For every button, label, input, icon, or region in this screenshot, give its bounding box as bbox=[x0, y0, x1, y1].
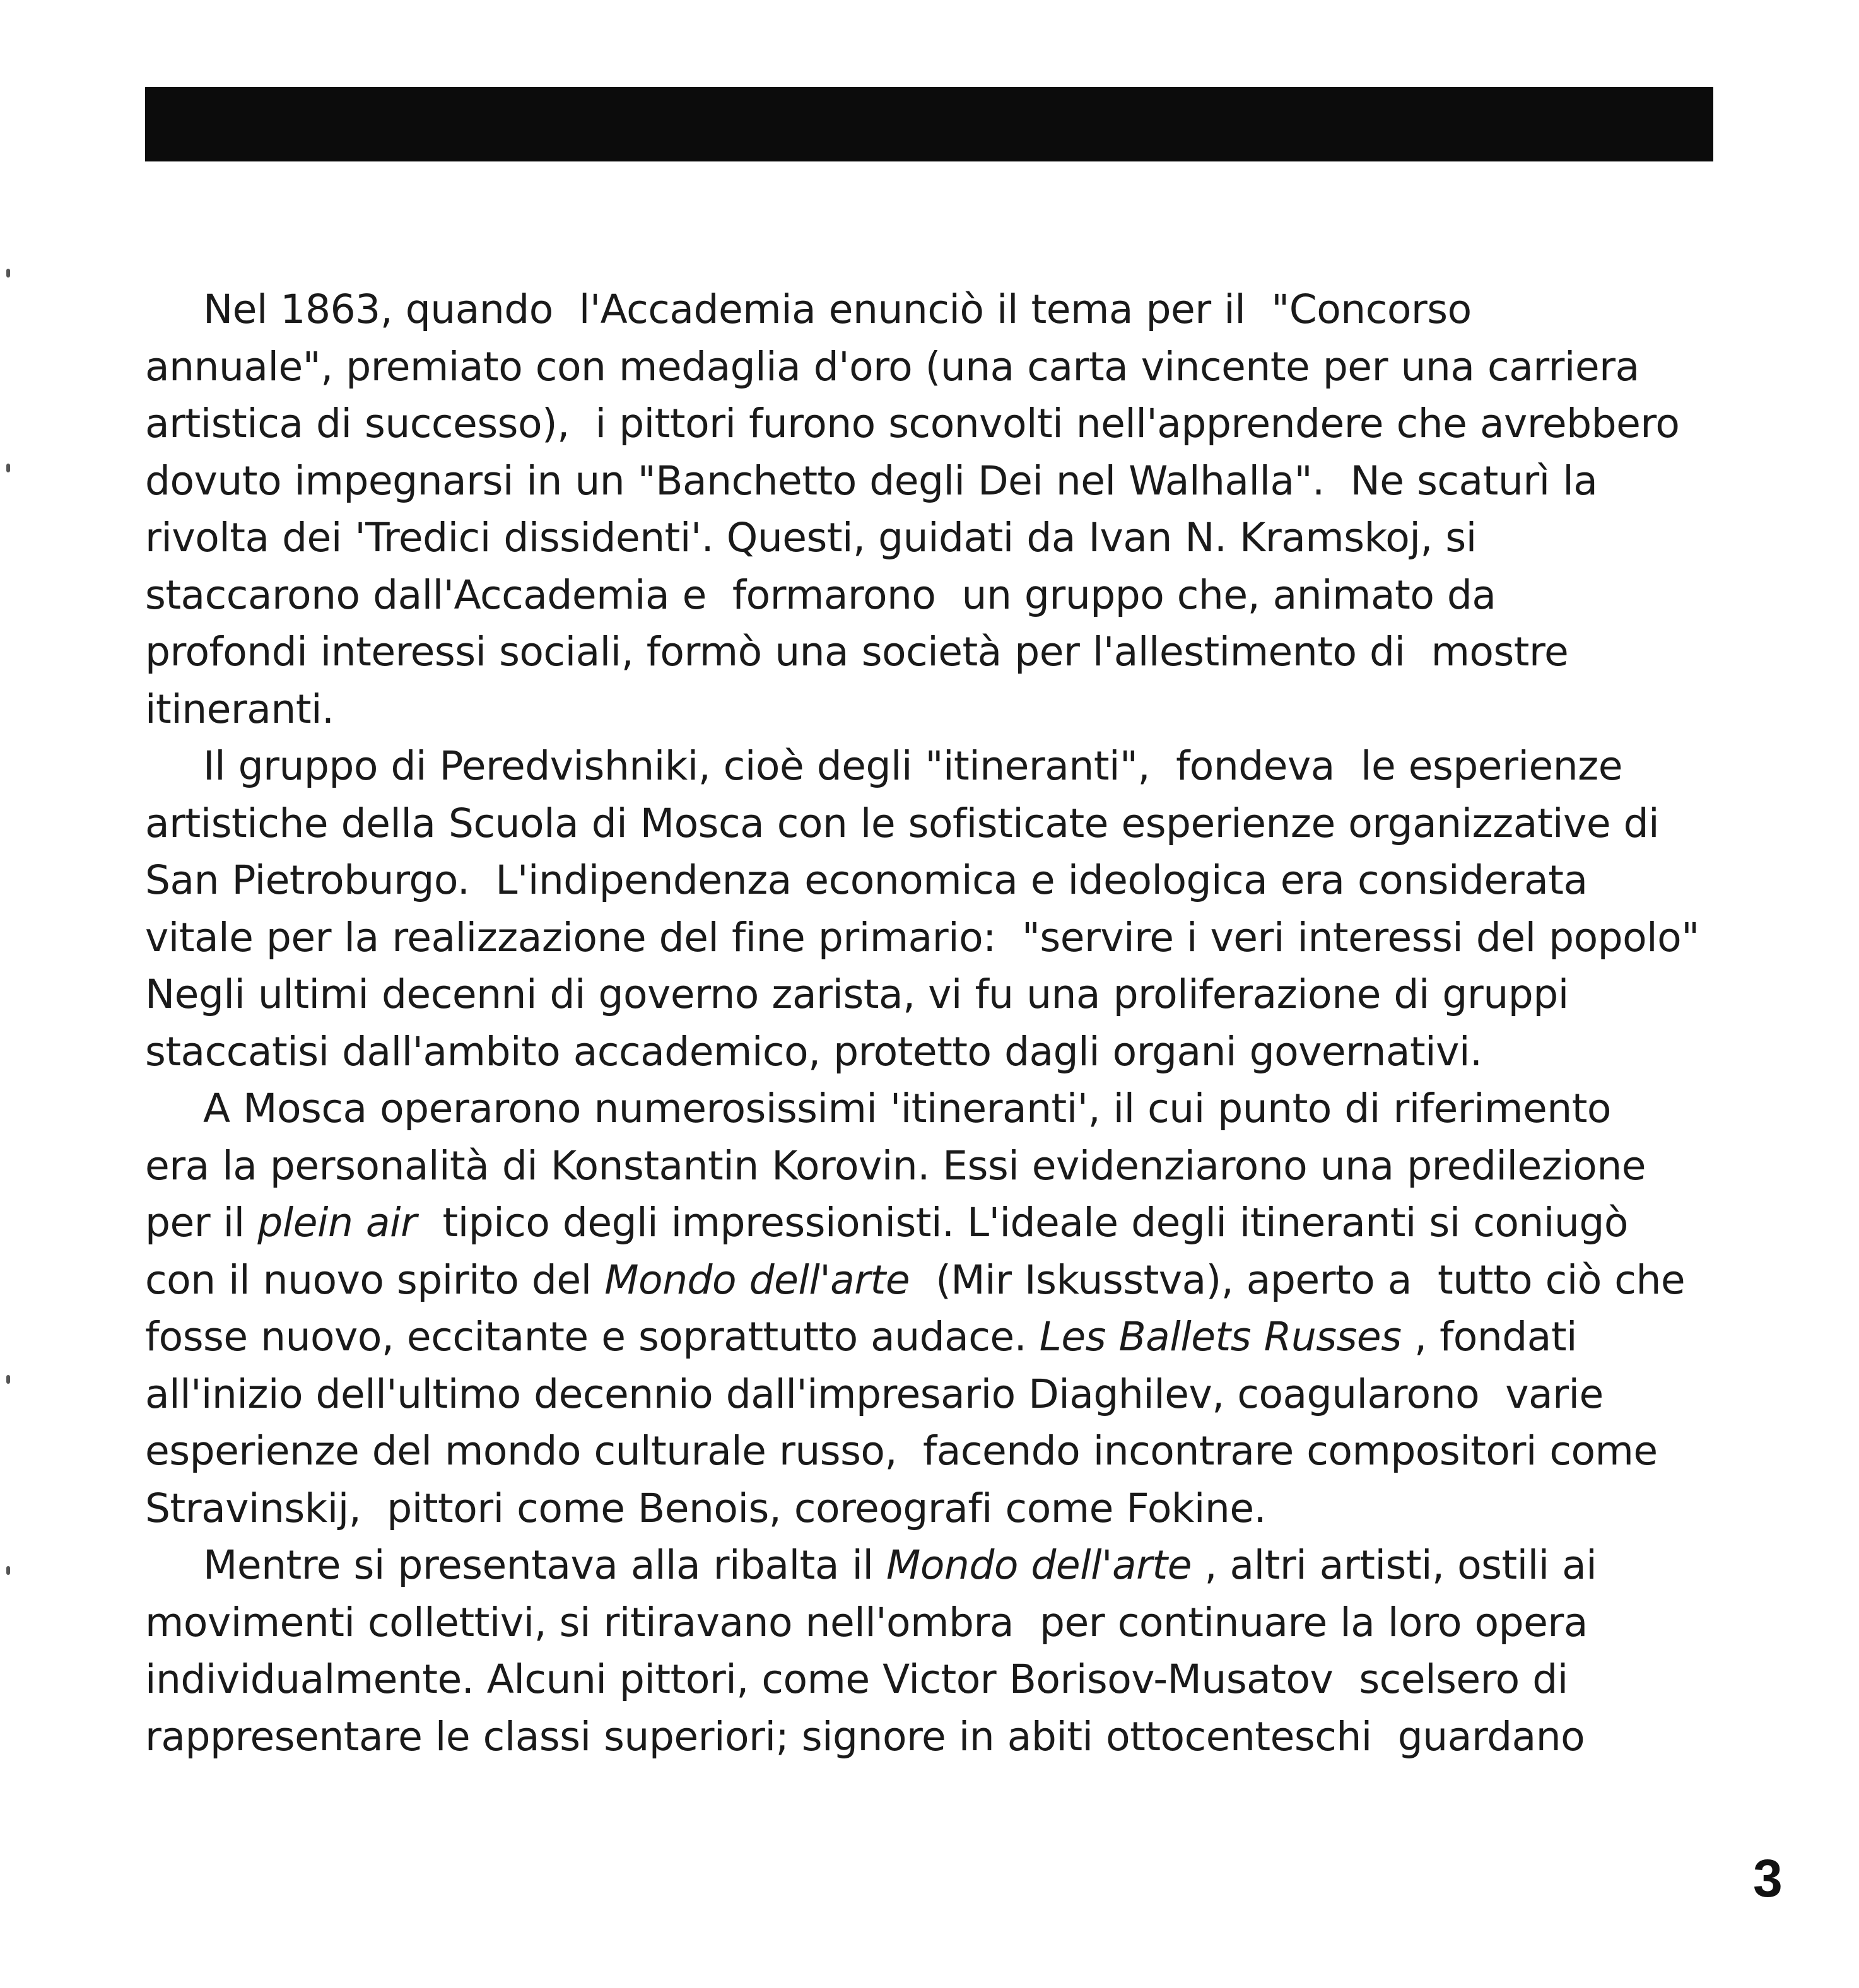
text-line bbox=[145, 453, 1760, 510]
text-segment: , fondati bbox=[1401, 1314, 1578, 1360]
italic-text: Les Ballets Russes bbox=[1039, 1314, 1402, 1360]
text-segment: dovuto impegnarsi in un "Banchetto degli Dei nel Walhalla". Ne scaturì la bbox=[145, 457, 1598, 504]
text-segment: artistiche della Scuola di Mosca con le sofisticate esperienze organizzative di bbox=[145, 800, 1660, 846]
text-line bbox=[145, 1537, 1760, 1594]
italic-text: plein air bbox=[257, 1200, 417, 1246]
text-segment: individualmente. Alcuni pittori, come Victor Borisov-Musatov scelsero di bbox=[145, 1656, 1568, 1702]
text-line bbox=[145, 1195, 1760, 1252]
text-segment: fosse nuovo, eccitante e soprattutto audace. bbox=[145, 1314, 1040, 1360]
text-line bbox=[145, 1480, 1760, 1538]
text-segment: A Mosca operarono numerosissimi 'itineranti', il cui punto di riferimento bbox=[203, 1085, 1611, 1131]
text-segment: , altri artisti, ostili ai bbox=[1191, 1542, 1597, 1588]
text-segment: tipico degli impressionisti. L'ideale degli itineranti si coniugò bbox=[416, 1200, 1628, 1246]
margin-mark bbox=[6, 1566, 10, 1575]
text-segment: per il bbox=[145, 1200, 258, 1246]
text-line bbox=[145, 795, 1760, 853]
text-segment: esperienze del mondo culturale russo, facendo incontrare compositori come bbox=[145, 1428, 1658, 1474]
text-segment: Nel 1863, quando l'Accademia enunciò il tema per il "Concorso bbox=[203, 286, 1472, 332]
text-line bbox=[145, 909, 1760, 967]
text-segment: (Mir Iskusstva), aperto a tutto ciò che bbox=[910, 1256, 1686, 1303]
body-text bbox=[145, 281, 1760, 1765]
text-line bbox=[145, 1080, 1760, 1138]
text-segment: con il nuovo spirito del bbox=[145, 1256, 605, 1303]
text-line bbox=[145, 1024, 1760, 1081]
text-segment: artistica di successo), i pittori furono sconvolti nell'apprendere che avrebbero bbox=[145, 401, 1680, 447]
italic-text: Mondo dell'arte bbox=[604, 1256, 910, 1303]
margin-mark bbox=[6, 1375, 10, 1384]
text-segment: all'inizio dell'ultimo decennio dall'impresario Diaghilev, coagularono varie bbox=[145, 1371, 1604, 1417]
text-line bbox=[145, 681, 1760, 739]
header-bar bbox=[145, 87, 1713, 161]
page-number: 3 bbox=[1753, 1849, 1783, 1908]
text-line bbox=[145, 1651, 1760, 1709]
margin-mark bbox=[6, 269, 10, 278]
text-segment: itineranti. bbox=[145, 686, 334, 732]
text-segment: profondi interessi sociali, formò una società per l'allestimento di mostre bbox=[145, 629, 1569, 675]
text-segment: annuale", premiato con medaglia d'oro (una carta vincente per una carriera bbox=[145, 343, 1639, 390]
text-line bbox=[145, 1709, 1760, 1766]
text-line bbox=[145, 395, 1760, 453]
text-line bbox=[145, 966, 1760, 1024]
text-segment: Stravinskij, pittori come Benois, coreografi come Fokine. bbox=[145, 1485, 1267, 1531]
text-segment: Il gruppo di Peredvishniki, cioè degli "itineranti", fondeva le esperienze bbox=[203, 743, 1622, 789]
text-segment: vitale per la realizzazione del fine primario: "servire i veri interessi del popolo" bbox=[145, 914, 1699, 961]
text-segment: era la personalità di Konstantin Korovin. Essi evidenziarono una predilezione bbox=[145, 1142, 1646, 1189]
text-segment: movimenti collettivi, si ritiravano nell'ombra per continuare la loro opera bbox=[145, 1599, 1588, 1646]
text-segment: San Pietroburgo. L'indipendenza economica e ideologica era considerata bbox=[145, 857, 1588, 903]
text-line bbox=[145, 624, 1760, 681]
text-line bbox=[145, 1366, 1760, 1424]
italic-text: Mondo dell'arte bbox=[886, 1542, 1192, 1588]
text-segment: staccarono dall'Accademia e formarono un gruppo che, animato da bbox=[145, 571, 1496, 618]
text-line bbox=[145, 1423, 1760, 1480]
text-line bbox=[145, 1252, 1760, 1309]
text-segment: rivolta dei 'Tredici dissidenti'. Questi, guidati da Ivan N. Kramskoj, si bbox=[145, 515, 1477, 561]
text-line bbox=[145, 281, 1760, 339]
text-line bbox=[145, 738, 1760, 795]
text-line bbox=[145, 510, 1760, 567]
text-segment: rappresentare le classi superiori; signore in abiti ottocenteschi guardano bbox=[145, 1713, 1585, 1760]
text-segment: staccatisi dall'ambito accademico, protetto dagli organi governativi. bbox=[145, 1028, 1482, 1075]
text-line bbox=[145, 1138, 1760, 1195]
text-segment: Mentre si presentava alla ribalta il bbox=[203, 1542, 887, 1588]
text-line bbox=[145, 339, 1760, 396]
text-line bbox=[145, 1594, 1760, 1652]
margin-mark bbox=[6, 464, 10, 472]
text-line bbox=[145, 567, 1760, 624]
text-line bbox=[145, 852, 1760, 909]
text-line bbox=[145, 1309, 1760, 1366]
text-segment: Negli ultimi decenni di governo zarista, vi fu una proliferazione di gruppi bbox=[145, 971, 1569, 1017]
